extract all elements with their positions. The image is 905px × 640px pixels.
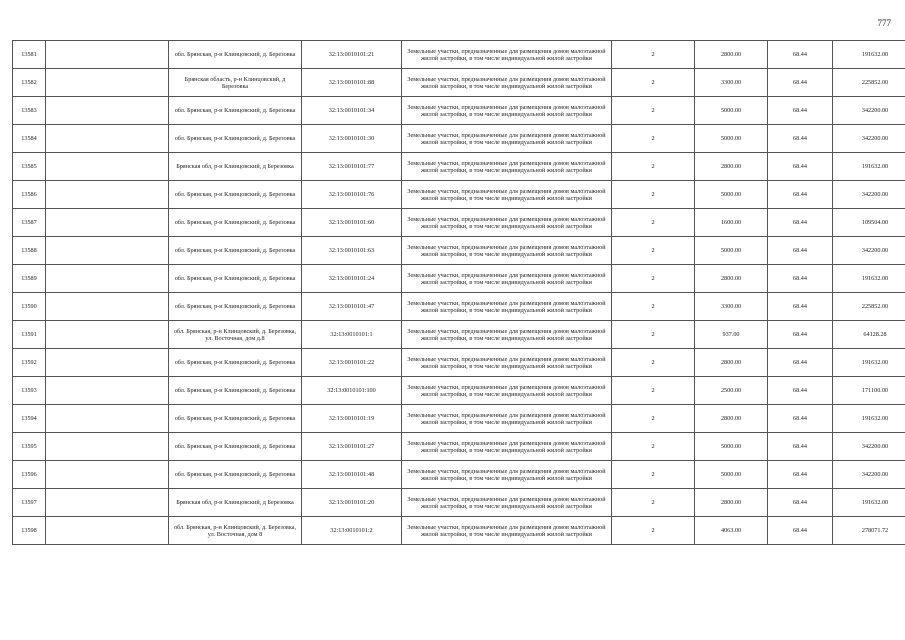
land-use-cell: Земельные участки, предназначенные для размещения домов малоэтажной жилой застройки, в том числе индивидуальной жилой застройки (402, 461, 612, 489)
cadastral-value-cell: 342200.00 (833, 433, 905, 461)
cadastral-value-cell: 191632.00 (833, 153, 905, 181)
table-row (13, 293, 905, 321)
table-row (13, 405, 905, 433)
table-body (13, 41, 905, 545)
land-use-cell: Земельные участки, предназначенные для размещения домов малоэтажной жилой застройки, в том числе индивидуальной жилой застройки (402, 153, 612, 181)
area-cell: 2800.00 (695, 349, 768, 377)
category-cell: 2 (612, 517, 695, 545)
area-cell: 5000.00 (695, 237, 768, 265)
address-cell: обл. Брянская, р-н Клинцовский, д. Березовка (169, 209, 302, 237)
address-cell: обл. Брянская, р-н Клинцовский, д. Березовка (169, 405, 302, 433)
row-number-cell: 13590 (13, 293, 46, 321)
cadastral-value-cell: 225852.00 (833, 69, 905, 97)
cadastral-number-cell: 32:13:0010101:21 (302, 41, 402, 69)
cadastral-value-cell: 191632.00 (833, 349, 905, 377)
land-use-cell: Земельные участки, предназначенные для размещения домов малоэтажной жилой застройки, в том числе индивидуальной жилой застройки (402, 209, 612, 237)
category-cell: 2 (612, 321, 695, 349)
land-use-cell: Земельные участки, предназначенные для размещения домов малоэтажной жилой застройки, в том числе индивидуальной жилой застройки (402, 349, 612, 377)
cadastral-number-cell: 32:13:0010101:100 (302, 377, 402, 405)
row-number-cell: 13586 (13, 181, 46, 209)
specific-value-cell: 68.44 (768, 237, 833, 265)
cadastral-value-cell: 342200.00 (833, 97, 905, 125)
row-number-cell: 13585 (13, 153, 46, 181)
cadastral-number-cell: 32:13:0010101:2 (302, 517, 402, 545)
specific-value-cell: 68.44 (768, 433, 833, 461)
empty-cell (46, 405, 169, 433)
cadastral-value-cell: 109504.00 (833, 209, 905, 237)
specific-value-cell: 68.44 (768, 125, 833, 153)
land-use-cell: Земельные участки, предназначенные для размещения домов малоэтажной жилой застройки, в том числе индивидуальной жилой застройки (402, 97, 612, 125)
category-cell: 2 (612, 69, 695, 97)
table-row (13, 237, 905, 265)
cadastral-value-cell: 191632.00 (833, 265, 905, 293)
table-row (13, 265, 905, 293)
cadastral-value-cell: 191632.00 (833, 405, 905, 433)
cadastral-number-cell: 32:13:0010101:60 (302, 209, 402, 237)
land-use-cell: Земельные участки, предназначенные для размещения домов малоэтажной жилой застройки, в том числе индивидуальной жилой застройки (402, 517, 612, 545)
table-row (13, 41, 905, 69)
land-use-cell: Земельные участки, предназначенные для размещения домов малоэтажной жилой застройки, в том числе индивидуальной жилой застройки (402, 265, 612, 293)
area-cell: 2800.00 (695, 265, 768, 293)
row-number-cell: 13592 (13, 349, 46, 377)
area-cell: 2800.00 (695, 41, 768, 69)
cadastral-value-cell: 225852.00 (833, 293, 905, 321)
table-row (13, 153, 905, 181)
area-cell: 1600.00 (695, 209, 768, 237)
land-use-cell: Земельные участки, предназначенные для размещения домов малоэтажной жилой застройки, в том числе индивидуальной жилой застройки (402, 433, 612, 461)
area-cell: 2800.00 (695, 153, 768, 181)
empty-cell (46, 265, 169, 293)
address-cell: обл. Брянская, р-н Клинцовский, д. Березовка, ул. Восточная, дом д.8 (169, 321, 302, 349)
cadastral-value-table (12, 40, 905, 545)
area-cell: 5000.00 (695, 461, 768, 489)
cadastral-number-cell: 32:13:0010101:34 (302, 97, 402, 125)
cadastral-number-cell: 32:13:0010101:76 (302, 181, 402, 209)
empty-cell (46, 321, 169, 349)
category-cell: 2 (612, 41, 695, 69)
cadastral-value-cell: 64128.28 (833, 321, 905, 349)
cadastral-number-cell: 32:13:0010101:1 (302, 321, 402, 349)
address-cell: обл. Брянская, р-н Клинцовский, д. Березовка (169, 349, 302, 377)
address-cell: Брянская обл, р-н Клинцовский, д Березовка (169, 489, 302, 517)
specific-value-cell: 68.44 (768, 517, 833, 545)
empty-cell (46, 97, 169, 125)
empty-cell (46, 237, 169, 265)
cadastral-number-cell: 32:13:0010101:19 (302, 405, 402, 433)
empty-cell (46, 125, 169, 153)
table-row (13, 461, 905, 489)
address-cell: обл. Брянская, р-н Клинцовский, д. Березовка (169, 265, 302, 293)
row-number-cell: 13581 (13, 41, 46, 69)
category-cell: 2 (612, 377, 695, 405)
category-cell: 2 (612, 181, 695, 209)
area-cell: 5000.00 (695, 433, 768, 461)
address-cell: обл. Брянская, р-н Клинцовский, д. Березовка (169, 97, 302, 125)
specific-value-cell: 68.44 (768, 405, 833, 433)
land-use-cell: Земельные участки, предназначенные для размещения домов малоэтажной жилой застройки, в том числе индивидуальной жилой застройки (402, 377, 612, 405)
cadastral-number-cell: 32:13:0010101:48 (302, 461, 402, 489)
area-cell: 2500.00 (695, 377, 768, 405)
table-row (13, 181, 905, 209)
category-cell: 2 (612, 153, 695, 181)
area-cell: 5000.00 (695, 97, 768, 125)
land-use-cell: Земельные участки, предназначенные для размещения домов малоэтажной жилой застройки, в том числе индивидуальной жилой застройки (402, 405, 612, 433)
row-number-cell: 13594 (13, 405, 46, 433)
specific-value-cell: 68.44 (768, 41, 833, 69)
empty-cell (46, 153, 169, 181)
table-row (13, 97, 905, 125)
address-cell: обл. Брянская, р-н Клинцовский, д. Березовка (169, 461, 302, 489)
land-use-cell: Земельные участки, предназначенные для размещения домов малоэтажной жилой застройки, в том числе индивидуальной жилой застройки (402, 181, 612, 209)
empty-cell (46, 461, 169, 489)
row-number-cell: 13582 (13, 69, 46, 97)
empty-cell (46, 41, 169, 69)
land-use-cell: Земельные участки, предназначенные для размещения домов малоэтажной жилой застройки, в том числе индивидуальной жилой застройки (402, 321, 612, 349)
empty-cell (46, 293, 169, 321)
category-cell: 2 (612, 209, 695, 237)
specific-value-cell: 68.44 (768, 349, 833, 377)
specific-value-cell: 68.44 (768, 461, 833, 489)
row-number-cell: 13598 (13, 517, 46, 545)
cadastral-number-cell: 32:13:0010101:47 (302, 293, 402, 321)
cadastral-number-cell: 32:13:0010101:30 (302, 125, 402, 153)
address-cell: Брянская обл, р-н Клинцовский, д Березовка (169, 153, 302, 181)
cadastral-number-cell: 32:13:0010101:88 (302, 69, 402, 97)
area-cell: 3300.00 (695, 69, 768, 97)
empty-cell (46, 181, 169, 209)
category-cell: 2 (612, 461, 695, 489)
category-cell: 2 (612, 489, 695, 517)
empty-cell (46, 433, 169, 461)
area-cell: 2800.00 (695, 489, 768, 517)
cadastral-number-cell: 32:13:0010101:63 (302, 237, 402, 265)
empty-cell (46, 209, 169, 237)
land-use-cell: Земельные участки, предназначенные для размещения домов малоэтажной жилой застройки, в том числе индивидуальной жилой застройки (402, 41, 612, 69)
row-number-cell: 13588 (13, 237, 46, 265)
address-cell: Брянская область, р-н Клинцовский, д Березовка (169, 69, 302, 97)
row-number-cell: 13584 (13, 125, 46, 153)
row-number-cell: 13583 (13, 97, 46, 125)
table-row (13, 517, 905, 545)
specific-value-cell: 68.44 (768, 69, 833, 97)
table-row (13, 349, 905, 377)
cadastral-value-cell: 342200.00 (833, 125, 905, 153)
specific-value-cell: 68.44 (768, 209, 833, 237)
row-number-cell: 13591 (13, 321, 46, 349)
area-cell: 5000.00 (695, 181, 768, 209)
row-number-cell: 13589 (13, 265, 46, 293)
specific-value-cell: 68.44 (768, 153, 833, 181)
address-cell: обл. Брянская, р-н Клинцовский, д. Березовка (169, 125, 302, 153)
category-cell: 2 (612, 349, 695, 377)
specific-value-cell: 68.44 (768, 489, 833, 517)
table-row (13, 377, 905, 405)
row-number-cell: 13596 (13, 461, 46, 489)
table-row (13, 433, 905, 461)
address-cell: обл. Брянская, р-н Клинцовский, д. Березовка, ул. Восточная, дом 8 (169, 517, 302, 545)
specific-value-cell: 68.44 (768, 377, 833, 405)
row-number-cell: 13587 (13, 209, 46, 237)
row-number-cell: 13595 (13, 433, 46, 461)
cadastral-value-cell: 342200.00 (833, 181, 905, 209)
specific-value-cell: 68.44 (768, 265, 833, 293)
row-number-cell: 13597 (13, 489, 46, 517)
address-cell: обл. Брянская, р-н Клинцовский, д. Березовка (169, 237, 302, 265)
table-row (13, 69, 905, 97)
category-cell: 2 (612, 405, 695, 433)
table-row (13, 209, 905, 237)
cadastral-number-cell: 32:13:0010101:22 (302, 349, 402, 377)
cadastral-value-cell: 171100.00 (833, 377, 905, 405)
cadastral-value-cell: 342200.00 (833, 237, 905, 265)
category-cell: 2 (612, 293, 695, 321)
empty-cell (46, 517, 169, 545)
land-use-cell: Земельные участки, предназначенные для размещения домов малоэтажной жилой застройки, в том числе индивидуальной жилой застройки (402, 237, 612, 265)
specific-value-cell: 68.44 (768, 97, 833, 125)
specific-value-cell: 68.44 (768, 293, 833, 321)
land-use-cell: Земельные участки, предназначенные для размещения домов малоэтажной жилой застройки, в том числе индивидуальной жилой застройки (402, 125, 612, 153)
category-cell: 2 (612, 125, 695, 153)
address-cell: обл. Брянская, р-н Клинцовский, д. Березовка (169, 293, 302, 321)
area-cell: 4063.00 (695, 517, 768, 545)
table-row (13, 125, 905, 153)
area-cell: 937.00 (695, 321, 768, 349)
area-cell: 5000.00 (695, 125, 768, 153)
cadastral-number-cell: 32:13:0010101:77 (302, 153, 402, 181)
cadastral-value-cell: 191632.00 (833, 41, 905, 69)
empty-cell (46, 349, 169, 377)
category-cell: 2 (612, 97, 695, 125)
cadastral-value-cell: 278071.72 (833, 517, 905, 545)
area-cell: 2800.00 (695, 405, 768, 433)
table-row (13, 489, 905, 517)
specific-value-cell: 68.44 (768, 181, 833, 209)
empty-cell (46, 489, 169, 517)
land-use-cell: Земельные участки, предназначенные для размещения домов малоэтажной жилой застройки, в том числе индивидуальной жилой застройки (402, 69, 612, 97)
category-cell: 2 (612, 433, 695, 461)
row-number-cell: 13593 (13, 377, 46, 405)
address-cell: обл. Брянская, р-н Клинцовский, д. Березовка (169, 433, 302, 461)
category-cell: 2 (612, 265, 695, 293)
category-cell: 2 (612, 237, 695, 265)
area-cell: 3300.00 (695, 293, 768, 321)
address-cell: обл. Брянская, р-н Клинцовский, д. Березовка (169, 377, 302, 405)
cadastral-number-cell: 32:13:0010101:20 (302, 489, 402, 517)
empty-cell (46, 377, 169, 405)
cadastral-value-cell: 191632.00 (833, 489, 905, 517)
cadastral-value-cell: 342200.00 (833, 461, 905, 489)
land-use-cell: Земельные участки, предназначенные для размещения домов малоэтажной жилой застройки, в том числе индивидуальной жилой застройки (402, 293, 612, 321)
specific-value-cell: 68.44 (768, 321, 833, 349)
address-cell: обл. Брянская, р-н Клинцовский, д. Березовка (169, 181, 302, 209)
empty-cell (46, 69, 169, 97)
page-number: 777 (877, 18, 891, 28)
table-row (13, 321, 905, 349)
cadastral-number-cell: 32:13:0010101:27 (302, 433, 402, 461)
cadastral-number-cell: 32:13:0010101:24 (302, 265, 402, 293)
land-use-cell: Земельные участки, предназначенные для размещения домов малоэтажной жилой застройки, в том числе индивидуальной жилой застройки (402, 489, 612, 517)
address-cell: обл. Брянская, р-н Клинцовский, д. Березовка (169, 41, 302, 69)
